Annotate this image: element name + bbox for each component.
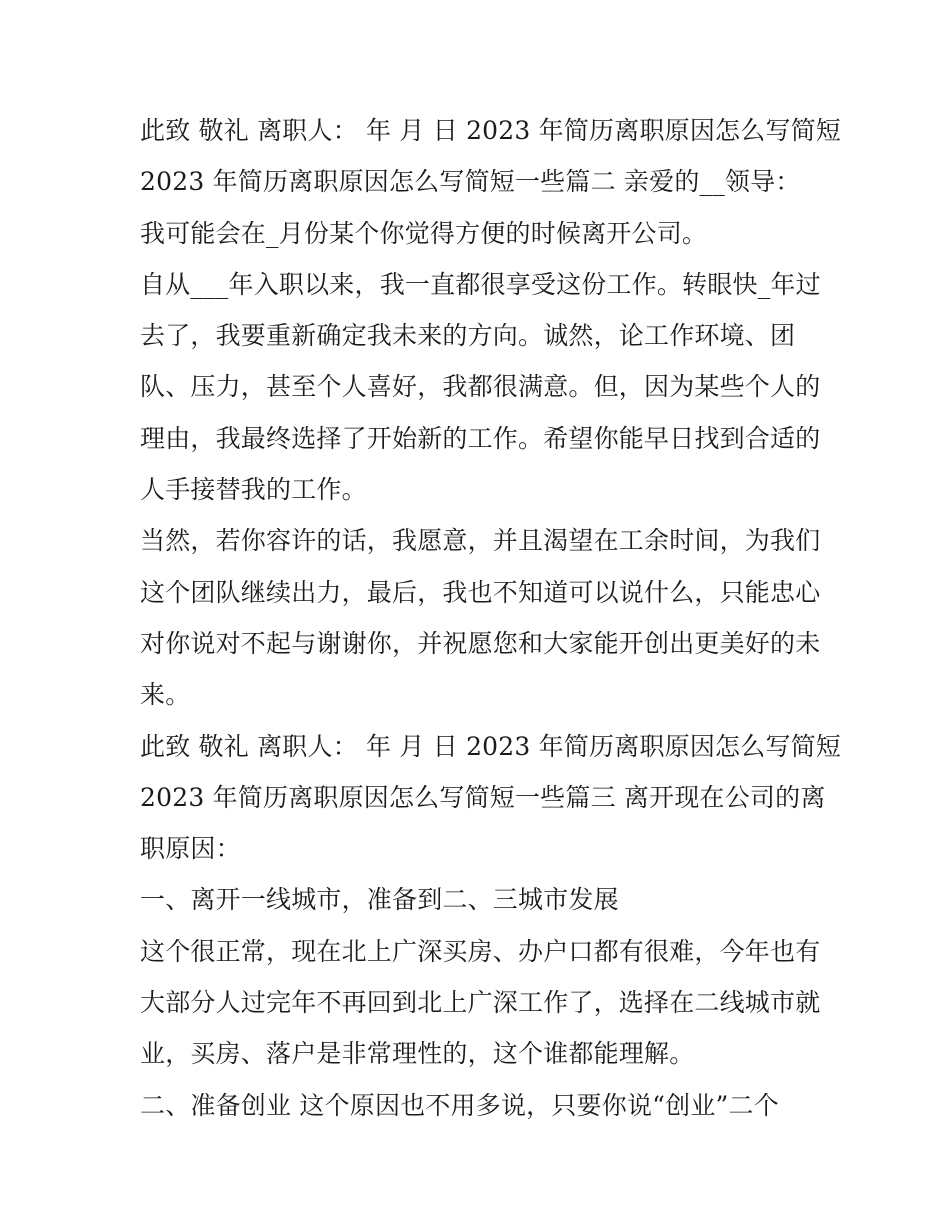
text-line: 自从___年入职以来，我一直都很享受这份工作。转眼快_年过 — [140, 269, 821, 299]
text-line: 2023 年简历离职原因怎么写简短一些篇二 亲爱的__领导： — [140, 167, 801, 197]
text-line: 业，买房、落户是非常理性的，这个谁都能理解。 — [140, 1039, 695, 1069]
text-line: 此致 敬礼 离职人： 年 月 日 2023 年简历离职原因怎么写简短 — [140, 731, 842, 761]
text-line: 一、离开一线城市，准备到二、三城市发展 — [140, 885, 619, 915]
text-line: 这个很正常，现在北上广深买房、办户口都有很难，今年也有 — [140, 936, 821, 966]
text-line: 我可能会在_月份某个你觉得方便的时候离开公司。 — [140, 218, 708, 248]
text-line: 人手接替我的工作。 — [140, 475, 367, 505]
text-line: 对你说对不起与谢谢你，并祝愿您和大家能开创出更美好的未 — [140, 628, 821, 658]
text-line: 队、压力，甚至个人喜好，我都很满意。但，因为某些个人的 — [140, 372, 821, 402]
text-line: 大部分人过完年不再回到北上广深工作了，选择在二线城市就 — [140, 988, 821, 1018]
text-line: 当然，若你容许的话，我愿意，并且渴望在工余时间，为我们 — [140, 526, 821, 556]
text-line: 去了，我要重新确定我未来的方向。诚然，论工作环境、团 — [140, 321, 796, 351]
text-line: 来。 — [140, 680, 191, 710]
text-line: 这个团队继续出力，最后，我也不知道可以说什么，只能忠心 — [140, 577, 821, 607]
text-line: 此致 敬礼 离职人： 年 月 日 2023 年简历离职原因怎么写简短 — [140, 116, 842, 145]
text-line: 职原因： — [140, 834, 241, 864]
text-line: 二、准备创业 这个原因也不用多说，只要你说“创业”二个 — [140, 1090, 779, 1120]
text-line: 2023 年简历离职原因怎么写简短一些篇三 离开现在公司的离 — [140, 782, 826, 812]
text-line: 理由，我最终选择了开始新的工作。希望你能早日找到合适的 — [140, 423, 821, 453]
document-body — [140, 105, 842, 1131]
